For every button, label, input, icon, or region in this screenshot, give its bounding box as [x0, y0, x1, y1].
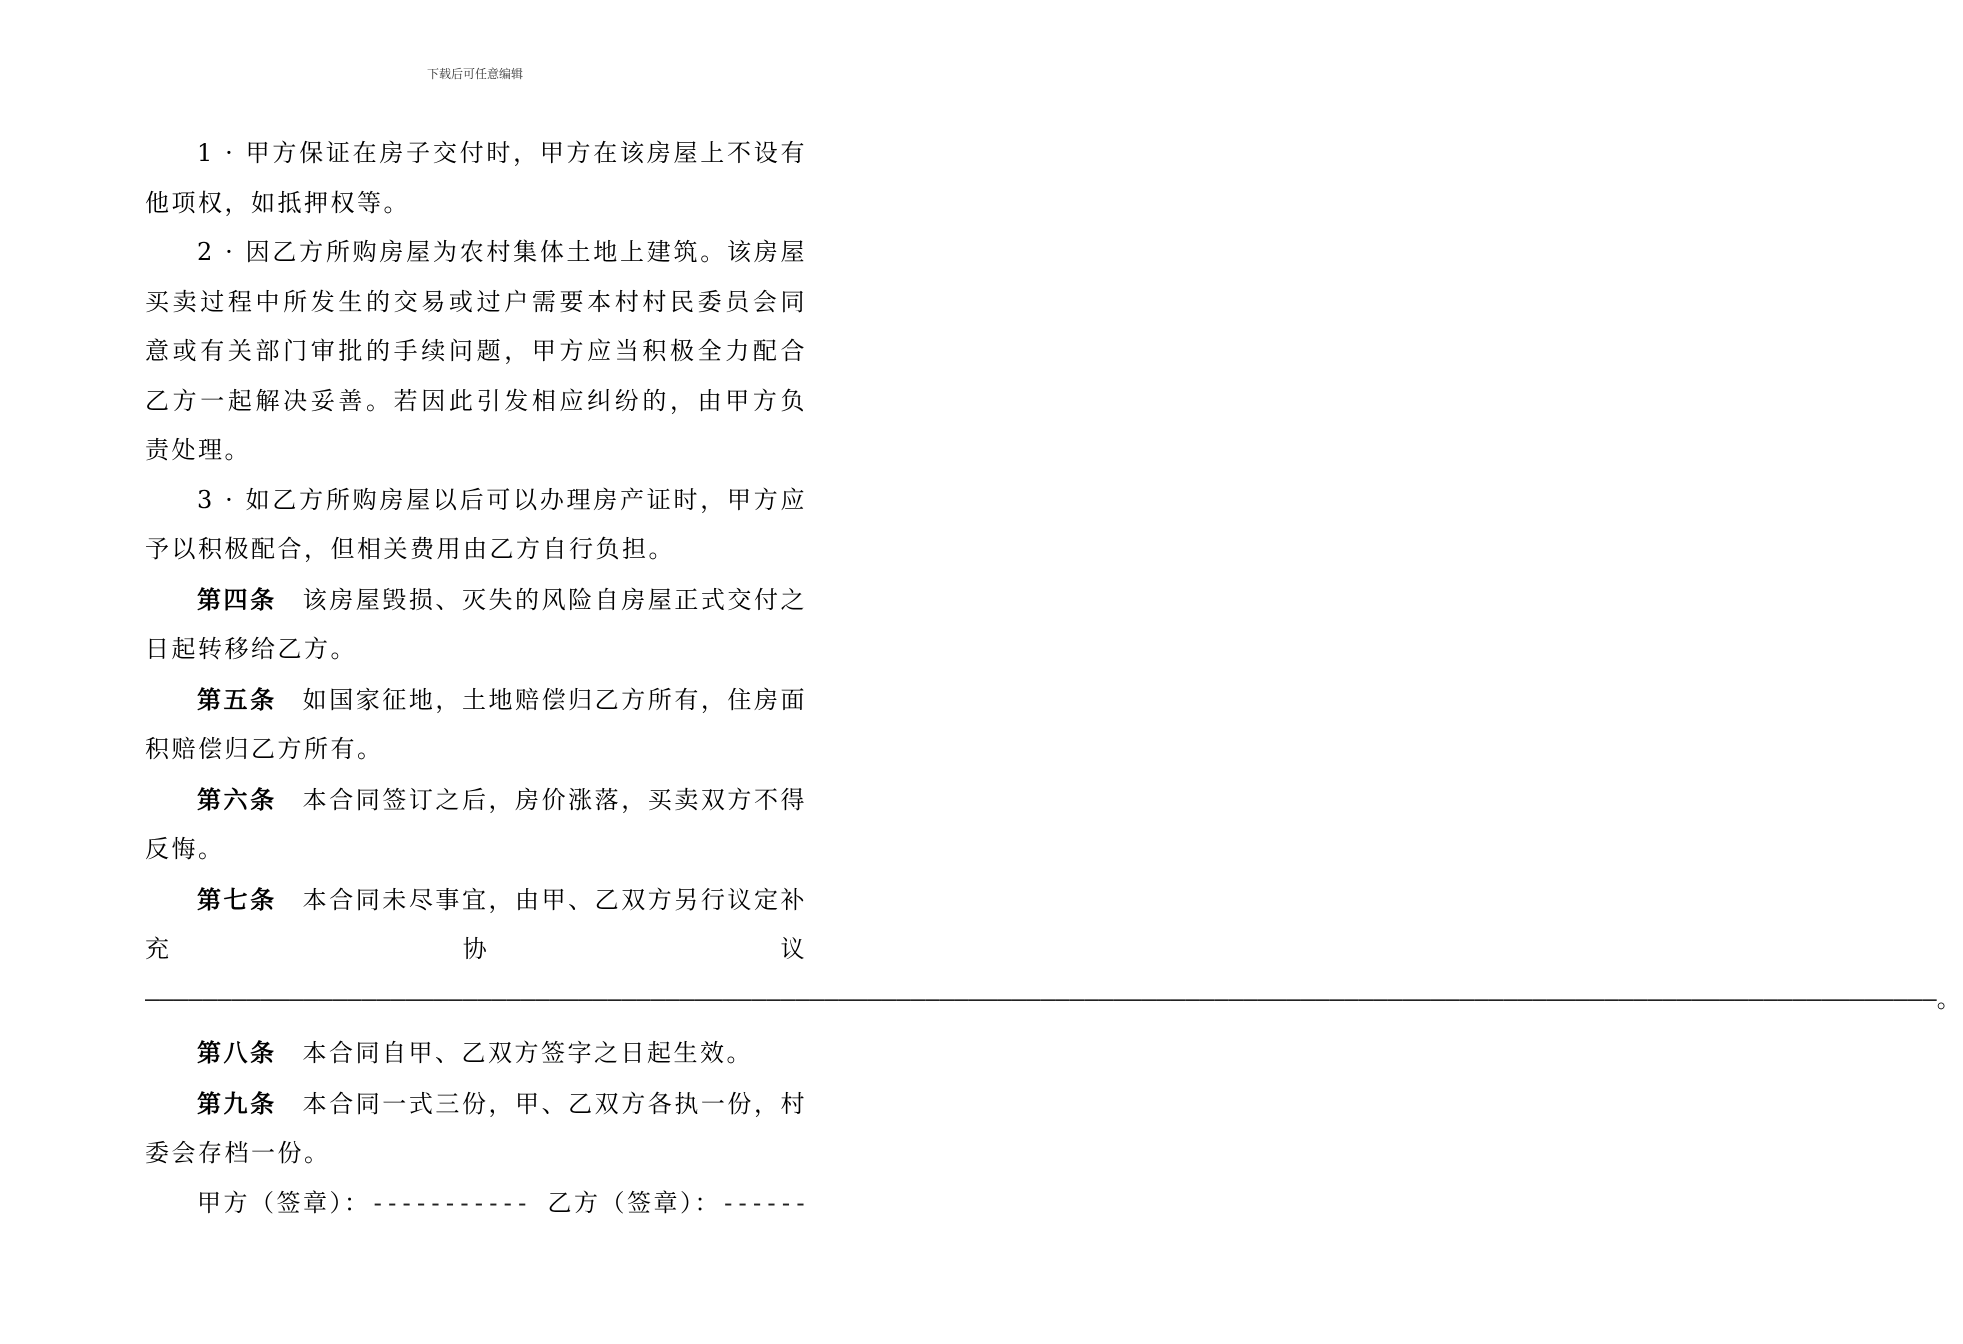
- article-9: [145, 1079, 807, 1179]
- article-7-text: 本合同未尽事宜，由甲、乙双方另行议定补充协议: [145, 885, 808, 963]
- contract-body: [145, 129, 1963, 1228]
- page-header-note: 下载后可任意编辑: [426, 67, 523, 81]
- article-7-end: 。: [1936, 984, 1963, 1013]
- signature-line: [145, 1179, 807, 1229]
- article-5: [145, 675, 807, 775]
- article-6-text: 本合同签订之后，房价涨落，买卖双方不得反悔。: [145, 785, 808, 863]
- clause-2: 2 · 因乙方所购房屋为农村集体土地上建筑。该房屋买卖过程中所发生的交易或过户需要本村村民委员会同意或有关部门审批的手续问题，甲方应当积极全力配合乙方一起解决妥善。若因此引发相应纠纷的，由甲方负责处理。: [145, 238, 807, 464]
- article-7-blank-line: ————————————————————————————————————————————————————————————————————————————————————————————————————————————————————————————: [145, 984, 1937, 1013]
- article-7: [145, 875, 1963, 1025]
- article-8-label: 第八条: [197, 1038, 277, 1067]
- article-9-label: 第九条: [197, 1088, 277, 1118]
- clause-3: 3 · 如乙方所购房屋以后可以办理房产证时，甲方应予以积极配合，但相关费用由乙方自行负担。: [145, 485, 807, 563]
- article-5-label: 第五条: [197, 684, 277, 714]
- article-9-text: 本合同一式三份，甲、乙双方各执一份，村委会存档一份。: [145, 1089, 808, 1167]
- clause-1: 1 · 甲方保证在房子交付时，甲方在该房屋上不设有他项权，如抵押权等。: [145, 139, 807, 217]
- article-7-label: 第七条: [197, 884, 277, 914]
- article-4-label: 第四条: [197, 584, 277, 614]
- party-b-signature-blank: ------: [720, 1188, 808, 1217]
- article-8: [145, 1028, 807, 1079]
- article-6: [145, 775, 807, 875]
- party-b-signature-label: 乙方（签章）：: [547, 1188, 721, 1217]
- party-a-signature-label: 甲方（签章）：: [197, 1188, 371, 1217]
- article-6-label: 第六条: [197, 784, 277, 814]
- article-8-text: 本合同自甲、乙双方签字之日起生效。: [302, 1039, 753, 1067]
- article-4: [145, 575, 807, 675]
- party-a-signature-blank: -----------: [370, 1188, 530, 1217]
- article-5-text: 如国家征地，土地赔偿归乙方所有，住房面积赔偿归乙方所有。: [145, 685, 808, 763]
- article-4-text: 该房屋毁损、灭失的风险自房屋正式交付之日起转移给乙方。: [145, 585, 808, 663]
